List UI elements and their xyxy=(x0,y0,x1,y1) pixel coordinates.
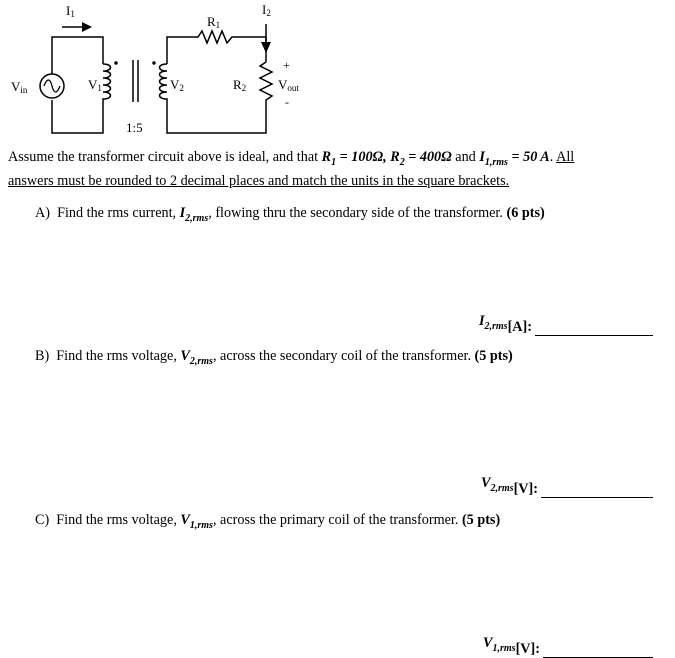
transformer-circuit-diagram xyxy=(0,0,675,145)
answer-c-blank[interactable] xyxy=(543,644,653,658)
question-c: C) Find the rms voltage, $V_{1,rms}$, across the primary coil of the transformer. (5 pts) xyxy=(35,512,501,531)
i1-label: I1 xyxy=(66,3,75,19)
vout-label: Vout xyxy=(278,77,299,93)
answer-a-blank[interactable] xyxy=(535,322,653,336)
secondary-coil xyxy=(160,64,168,102)
primary-coil xyxy=(103,64,111,102)
r2-resistor xyxy=(167,62,272,133)
question-a: A) Find the rms current, $I_{2,rms}$, flowing thru the secondary side of the transformer. (6 pts) xyxy=(35,205,545,224)
primary-bottom-wire xyxy=(52,100,103,133)
answer-a: $I_{2,rms}$ [A]: xyxy=(479,312,653,336)
i2-label: I2 xyxy=(262,2,271,18)
r1-label: R1 xyxy=(207,14,221,30)
answer-b-blank[interactable] xyxy=(541,484,653,498)
problem-statement: Assume the transformer circuit above is ideal, and that $R_1 = 100\Omega$, $R_2 = 400\Omega$ and $I_{1,rms} = 50$ A. All answers must be rounded to 2 decimal places and match the units in the square brackets. xyxy=(8,149,575,189)
question-b: B) Find the rms voltage, $V_{2,rms}$, across the secondary coil of the transformer. (5 pts) xyxy=(35,348,513,367)
secondary-dot xyxy=(152,61,155,64)
instructions-underlined-line2: answers must be rounded to 2 decimal places and match the units in the square brackets. xyxy=(8,172,510,189)
secondary-top-wire xyxy=(167,31,266,64)
answer-b: $V_{2,rms}$ [V]: xyxy=(481,474,653,498)
i2-arrow-head xyxy=(261,42,271,53)
minus-sign: - xyxy=(285,95,289,109)
instructions-underlined: All xyxy=(556,149,575,165)
i1-arrow-head xyxy=(82,22,92,32)
plus-sign: + xyxy=(283,58,290,72)
vin-label: Vin xyxy=(11,79,28,95)
primary-dot xyxy=(114,61,117,64)
v2-label: V2 xyxy=(170,77,184,93)
r2-label: R2 xyxy=(233,77,247,93)
v1-label: V1 xyxy=(88,77,102,93)
answer-c: $V_{1,rms}$ [V]: xyxy=(483,634,653,658)
turns-ratio-label: 1:5 xyxy=(126,120,143,135)
